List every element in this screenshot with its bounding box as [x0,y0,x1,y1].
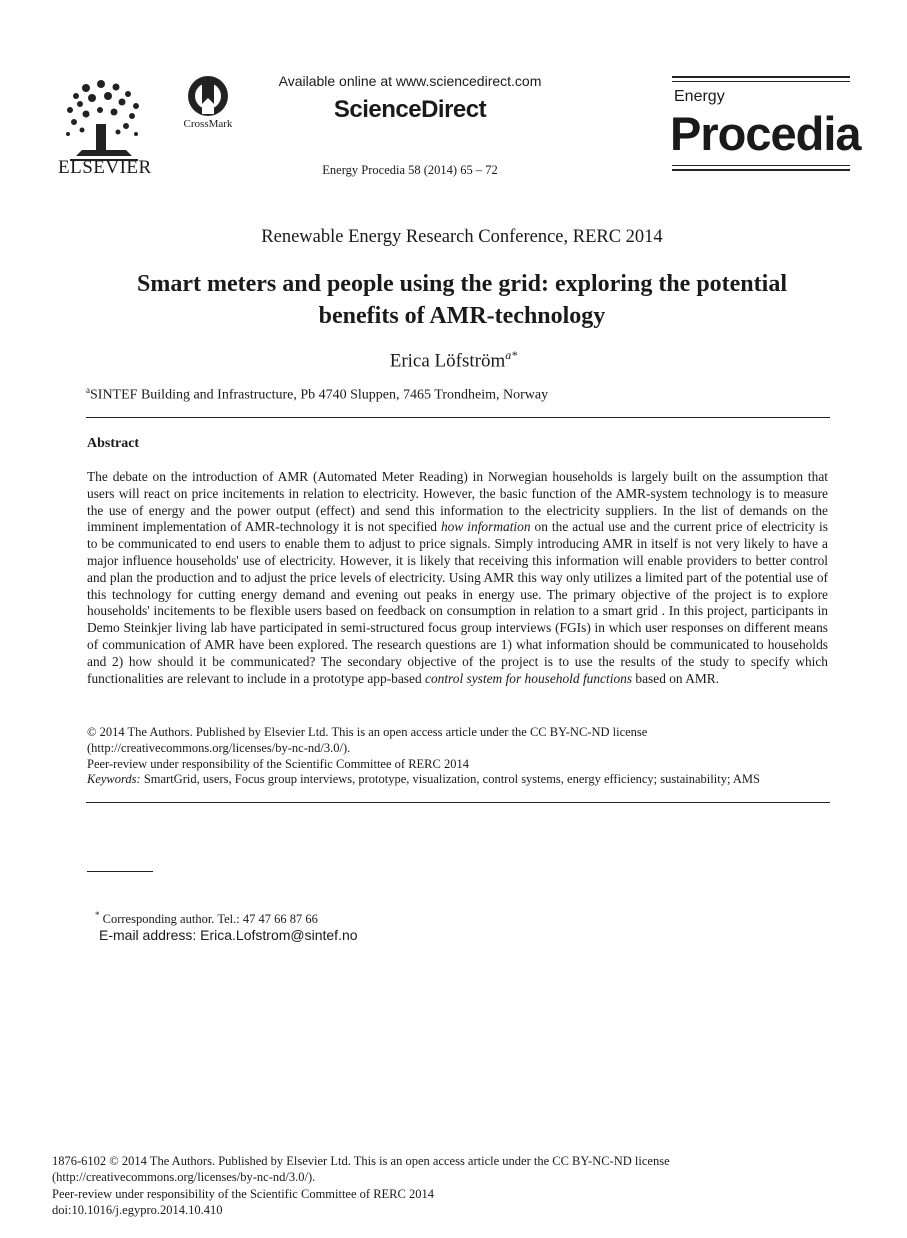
copyright-notice [87,725,828,757]
top-divider [86,417,830,418]
abstract-heading: Abstract [87,436,140,451]
affiliation [86,385,548,404]
abstract-part-3: based on AMR. [632,670,720,686]
corresponding-author [95,910,318,927]
crossmark-label: CrossMark [183,118,233,130]
affiliation-marker: a [86,385,90,395]
procedia-top-rule [672,76,850,84]
journal-reference: Energy Procedia 58 (2014) 65 – 72 [322,163,498,177]
author-marker: a* [505,348,518,362]
keywords-list: SmartGrid, users, Focus group interviews, prototype, visualization, control systems, energy efficiency; sustainability; AMS [140,772,760,786]
footer-doi[interactable]: doi:10.1016/j.egypro.2014.10.410 [52,1203,223,1217]
corresponding-author-text: Corresponding author. Tel.: 47 47 66 87 66 [99,912,318,927]
journal-name-small: Energy [674,88,725,105]
keywords-label: Keywords: [87,772,141,786]
paper-title [90,268,834,332]
paper-title-line-1: Smart meters and people using the grid: exploring the potential [137,271,787,297]
footnote-marker: * [95,910,100,920]
abstract-part-2: on the actual use and the current price of electricity is to be communicated to end users to enable them to adjust to price signals. Simply introducing AMR in itself is not very likely to have a major influence households' use of electricity. However, it is likely that receiving this information will enable providers to better control and plan the production and to adjust the price levels of electricity. Using AMR this way only utilizes a limited part of the potential use of this technology for cutting energy demand and evening out peaks in energy use. The primary objective of the project is to explore households' incitements to be flexible users based on feedback on consumption in relation to a smart grid . In this project, participants in Demo Steinkjer living lab have participated in semi-structured focus group interviews (FGIs) in which user responses on different means of communication of AMR have been explored. The research questions are 1) what information should be communicated to households and 2) how should it be communicated? The secondary objective of the project is to use the results of the study to specify which functionalities are relevant to include in a prototype app-based [87,519,828,686]
footer-license-line: 1876-6102 © 2014 The Authors. Published by Elsevier Ltd. This is an open access article under the CC BY-NC-ND license [52,1154,670,1168]
conference-name: Renewable Energy Research Conference, RERC 2014 [261,227,663,247]
email-address[interactable]: E-mail address: Erica.Lofstrom@sintef.no [99,927,358,943]
peer-review-note: Peer-review under responsibility of the Scientific Committee of RERC 2014 [87,757,469,771]
bottom-divider [86,802,830,803]
journal-name-large: Procedia [670,107,861,160]
abstract-italic-1: how information [440,519,531,535]
abstract-part-1: The debate on the introduction of AMR (Automated Meter Reading) in Norwegian households is largely built on the assumption that users will react on price incitements in relation to electricity. However, the basic function of the AMR-system technology is to measure the use of energy and the power output (effect) and send this information to the electricity suppliers. In the list of demands on the imminent implementation of AMR-technology it is not specified [87,469,828,535]
affiliation-text: SINTEF Building and Infrastructure, Pb 4740 Sluppen, 7465 Trondheim, Norway [90,387,549,403]
sciencedirect-wordmark: ScienceDirect [333,96,487,123]
paper-title-line-2: benefits of AMR-technology [318,303,606,329]
abstract-italic-2: control system for household functions [425,670,633,686]
procedia-bottom-rule [672,164,850,172]
author [0,348,907,372]
footer-peer-review: Peer-review under responsibility of the Scientific Committee of RERC 2014 [52,1187,434,1201]
author-name: Erica Löfström [389,350,506,372]
copyright-line-1: © 2014 The Authors. Published by Elsevier Ltd. This is an open access article under the CC BY-NC-ND license [87,725,648,739]
available-online-text: Available online at www.sciencedirect.com [278,73,542,89]
footnote-rule [87,871,153,872]
publisher-name: ELSEVIER [58,157,152,178]
footer-license-link[interactable]: (http://creativecommons.org/licenses/by-nc-nd/3.0/). [52,1170,316,1184]
keywords [87,772,828,788]
license-link[interactable]: (http://creativecommons.org/licenses/by-nc-nd/3.0/). [87,740,351,755]
abstract-body [87,469,828,687]
